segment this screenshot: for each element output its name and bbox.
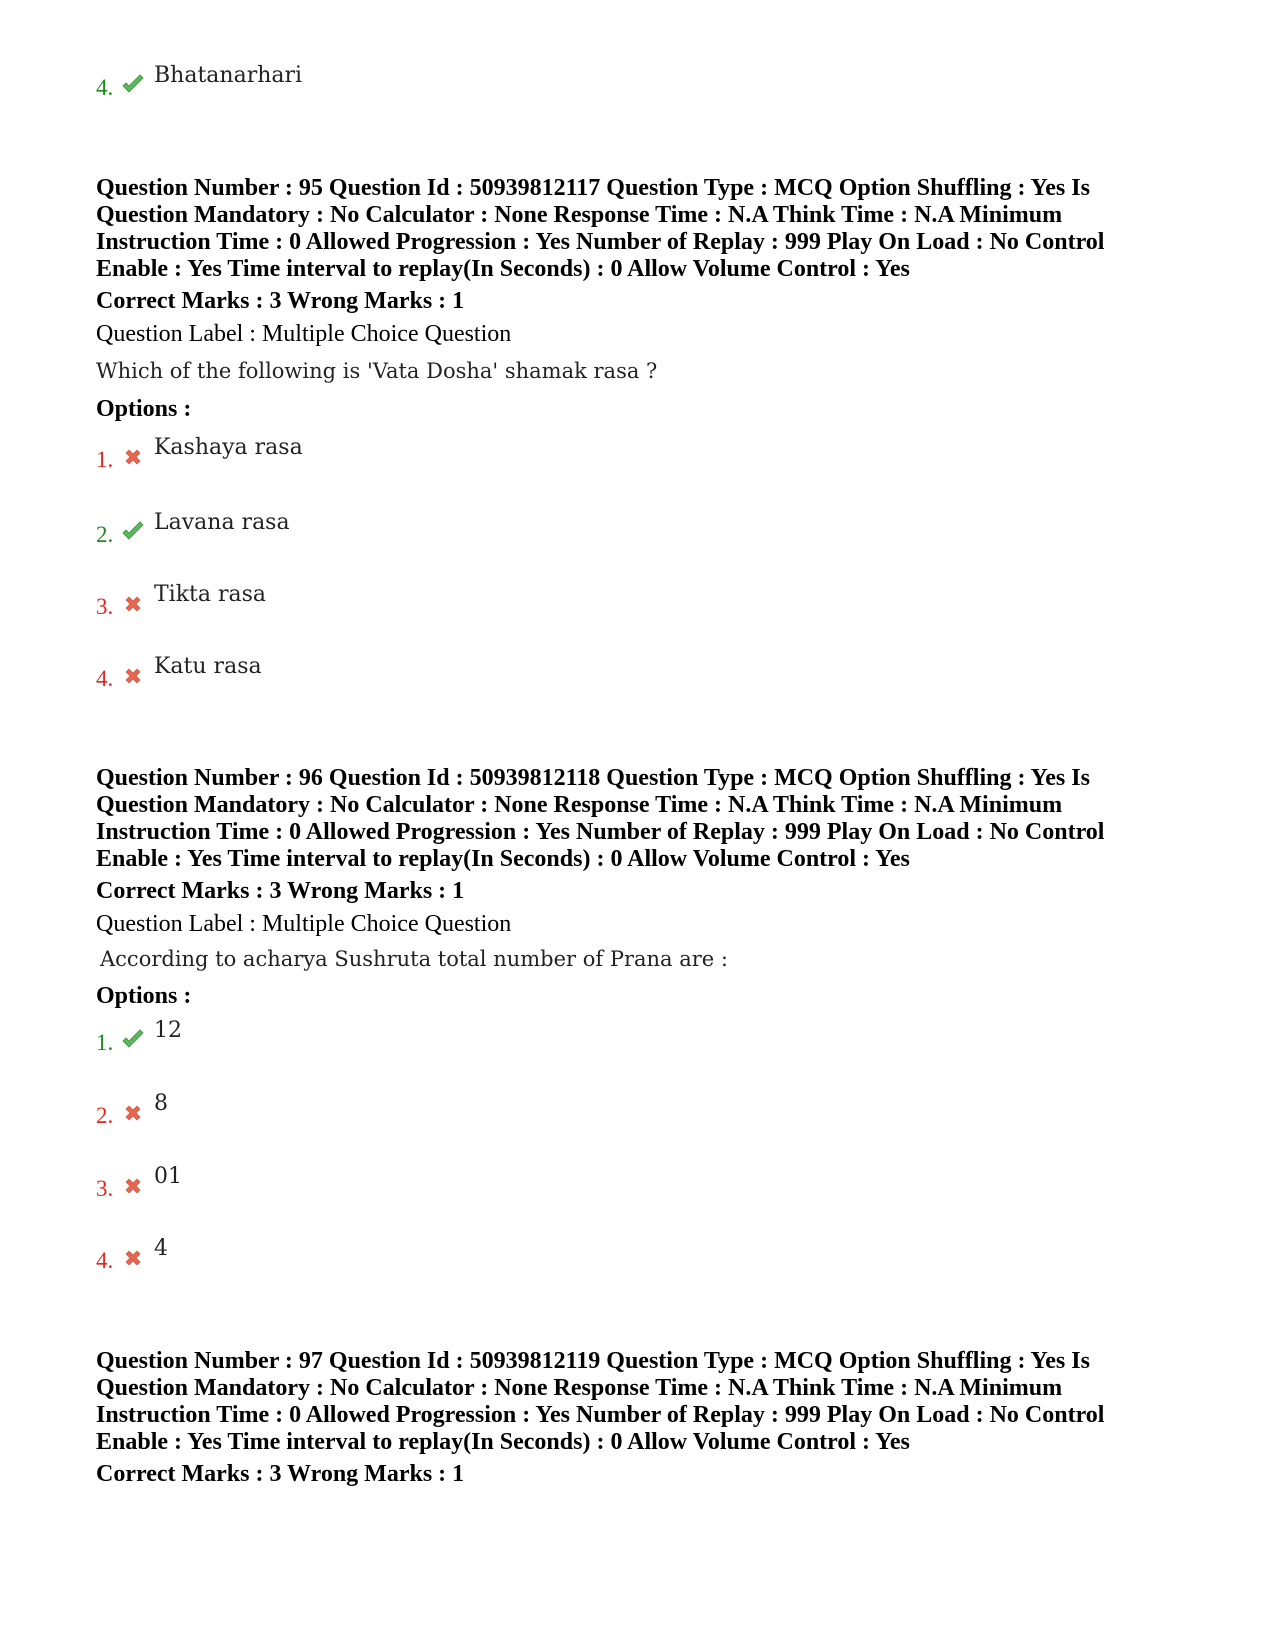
option-row: [96, 1163, 696, 1203]
option-text: Kashaya rasa: [154, 435, 303, 460]
cross-icon: [120, 1245, 146, 1271]
question-meta-line: Instruction Time : 0 Allowed Progression : Yes Number of Replay : 999 Play On Load : No Control: [96, 819, 1105, 845]
option-text: Katu rasa: [154, 654, 262, 679]
question-label: Question Label : Multiple Choice Question: [96, 911, 512, 937]
check-icon: [120, 1027, 146, 1053]
cross-icon: [120, 591, 146, 617]
cross-icon: [120, 444, 146, 470]
question-label: Question Label : Multiple Choice Question: [96, 321, 512, 347]
option-row: [96, 1090, 696, 1130]
option-row: [96, 581, 696, 621]
option-row: [96, 1235, 696, 1275]
option-number: 4.: [96, 666, 114, 691]
option-number: 3.: [96, 594, 114, 619]
question-meta-line: Question Number : 96 Question Id : 50939812118 Question Type : MCQ Option Shuffling : Yes Is: [96, 765, 1090, 791]
option-number: 1.: [96, 447, 114, 472]
question-meta-line: Enable : Yes Time interval to replay(In Seconds) : 0 Allow Volume Control : Yes: [96, 846, 910, 872]
question-meta-line: Question Mandatory : No Calculator : None Response Time : N.A Think Time : N.A Minimum: [96, 1375, 1063, 1401]
option-number: 2.: [96, 1103, 114, 1128]
question-meta-line: Question Mandatory : No Calculator : None Response Time : N.A Think Time : N.A Minimum: [96, 792, 1063, 818]
question-meta-line: Enable : Yes Time interval to replay(In Seconds) : 0 Allow Volume Control : Yes: [96, 1429, 910, 1455]
option-text: 8: [154, 1091, 168, 1116]
cross-icon: [120, 1173, 146, 1199]
options-heading: Options :: [96, 396, 192, 422]
question-meta-line: Question Number : 97 Question Id : 50939812119 Question Type : MCQ Option Shuffling : Yes Is: [96, 1348, 1090, 1374]
option-row: [96, 62, 696, 102]
options-heading: Options :: [96, 983, 192, 1009]
option-text: Bhatanarhari: [154, 63, 303, 88]
option-text: 12: [154, 1018, 182, 1043]
option-text: 01: [154, 1164, 182, 1189]
question-meta-line: Enable : Yes Time interval to replay(In Seconds) : 0 Allow Volume Control : Yes: [96, 256, 910, 282]
cross-icon: [120, 663, 146, 689]
option-number: 4.: [96, 1248, 114, 1273]
question-meta-line: Question Mandatory : No Calculator : None Response Time : N.A Think Time : N.A Minimum: [96, 202, 1063, 228]
question-meta-line: Instruction Time : 0 Allowed Progression : Yes Number of Replay : 999 Play On Load : No Control: [96, 229, 1105, 255]
option-number: 3.: [96, 1176, 114, 1201]
option-number: 1.: [96, 1030, 114, 1055]
marks-line: Correct Marks : 3 Wrong Marks : 1: [96, 1461, 465, 1487]
marks-line: Correct Marks : 3 Wrong Marks : 1: [96, 878, 465, 904]
option-text: Lavana rasa: [154, 510, 290, 535]
option-row: [96, 434, 696, 474]
question-meta-line: Instruction Time : 0 Allowed Progression : Yes Number of Replay : 999 Play On Load : No Control: [96, 1402, 1105, 1428]
option-row: [96, 509, 696, 549]
option-text: 4: [154, 1236, 168, 1261]
option-number: 2.: [96, 522, 114, 547]
option-text: Tikta rasa: [154, 582, 267, 607]
option-row: [96, 1017, 696, 1057]
cross-icon: [120, 1100, 146, 1126]
question-meta-line: Question Number : 95 Question Id : 50939812117 Question Type : MCQ Option Shuffling : Yes Is: [96, 175, 1090, 201]
option-row: [96, 653, 696, 693]
question-text: According to acharya Sushruta total number of Prana are :: [100, 947, 728, 971]
check-icon: [120, 72, 146, 98]
check-icon: [120, 519, 146, 545]
question-text: Which of the following is 'Vata Dosha' shamak rasa ?: [96, 359, 658, 383]
marks-line: Correct Marks : 3 Wrong Marks : 1: [96, 288, 465, 314]
option-number: 4.: [96, 75, 114, 100]
